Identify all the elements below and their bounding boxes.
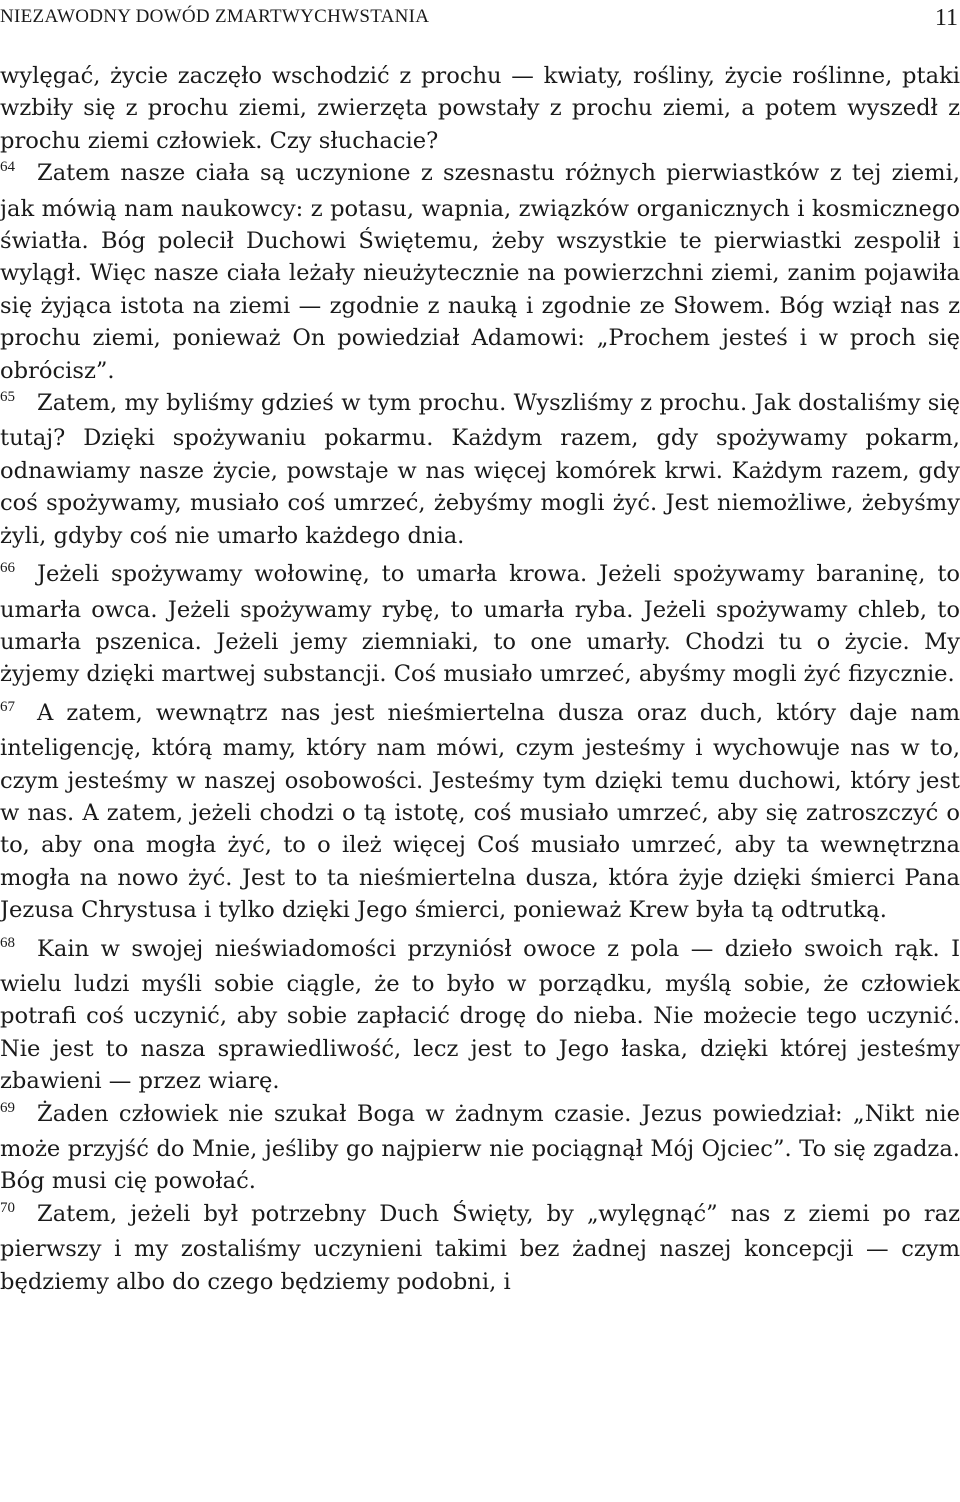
paragraph-65 [0, 387, 960, 552]
paragraph-text: Kain w swojej nieświadomości przyniósł owoce z pola — dzieło swoich rąk. I wielu ludzi myśli sobie ciągle, że to było w porządku, myślą sobie, że człowiek potrafi coś uczynić, aby sobie zapłacić drogę do nieba. Nie możecie tego uczynić. Nie jest to nasza sprawiedliwość, lecz jest to Jego łaska, dzięki której jesteśmy zbawieni — przez wiarę. [0, 935, 960, 1095]
verse-number: 65 [0, 389, 15, 406]
paragraph-text: Zatem, jeżeli był potrzebny Duch Święty, by „wylęgnąć” nas z ziemi po raz pierwszy i my zostaliśmy uczynieni takimi bez żadnej naszej koncepcji — czym będziemy albo do czego będziemy podobni, i [0, 1200, 960, 1295]
verse-number: 67 [0, 698, 15, 715]
page-number: 11 [934, 5, 958, 31]
verse-number: 64 [0, 159, 15, 176]
paragraph-67 [0, 697, 960, 927]
paragraph-68 [0, 933, 960, 1098]
verse-number: 69 [0, 1099, 15, 1116]
paragraph-text: wylęgać, życie zaczęło wschodzić z prochu — kwiaty, rośliny, życie roślinne, ptaki wzbiły się z prochu ziemi, zwierzęta powstały z prochu ziemi, a potem wyszedł z prochu ziemi człowiek. Czy słuchacie? [0, 63, 960, 154]
paragraph-text: Zatem, my byliśmy gdzieś w tym prochu. Wyszliśmy z prochu. Jak dostaliśmy się tutaj? Dzięki spożywaniu pokarmu. Każdym razem, gdy spożywamy pokarm, odnawiamy nasze życie, powstaje w nas więcej komórek krwi. Każdym razem, gdy coś spożywamy, musiało coś umrzeć, żebyśmy mogli żyć. Jest niemożliwe, żebyśmy żyli, gdyby coś nie umarło każdego dnia. [0, 390, 960, 549]
page-header [0, 0, 960, 40]
paragraph-70 [0, 1198, 960, 1298]
paragraph-69 [0, 1098, 960, 1198]
body-text [0, 60, 960, 1298]
verse-number: 70 [0, 1199, 15, 1216]
paragraph-text: Żaden człowiek nie szukał Boga w żadnym czasie. Jezus powiedział: „Nikt nie może przyjść do Mnie, jeśliby go najpierw nie pociągnął Mój Ojciec”. To się zgadza. Bóg musi cię powołać. [0, 1100, 960, 1195]
paragraph-66 [0, 558, 960, 691]
paragraph-text: Jeżeli spożywamy wołowinę, to umarła krowa. Jeżeli spożywamy baraninę, to umarła owca. Jeżeli spożywamy rybę, to umarła ryba. Jeżeli spożywamy chleb, to umarła pszenica. Jeżeli jemy ziemniaki, to one umarły. Chodzi tu o życie. My żyjemy dzięki martwej substancji. Coś musiało umrzeć, abyśmy mogli żyć fizycznie. [0, 561, 960, 688]
paragraph-64 [0, 157, 960, 387]
paragraph-text: Zatem nasze ciała są uczynione z szesnastu różnych pierwiastków z tej ziemi, jak mówią nam naukowcy: z potasu, wapnia, związków organicznych i kosmicznego światła. Bóg polecił Duchowi Świętemu, żeby wszystkie te pierwiastki zespolił i wylągł. Więc nasze ciała leżały nieużytecznie na powierzchni ziemi, zanim pojawiła się żyjąca istota na ziemi — zgodnie z nauką i zgodnie ze Słowem. Bóg wziął nas z prochu ziemi, ponieważ On powiedział Adamowi: „Prochem jesteś i w proch się obrócisz”. [0, 160, 960, 384]
verse-number: 68 [0, 934, 15, 951]
paragraph-63-continuation [0, 60, 960, 157]
running-title: NIEZAWODNY DOWÓD ZMARTWYCHWSTANIA [0, 6, 430, 27]
verse-number: 66 [0, 560, 15, 577]
paragraph-text: A zatem, wewnątrz nas jest nieśmiertelna dusza oraz duch, który daje nam inteligencję, którą mamy, który nam mówi, czym jesteśmy i wychowuje nas w to, czym jesteśmy w naszej osobowości. Jesteśmy tym dzięki temu duchowi, który jest w nas. A zatem, jeżeli chodzi o tą istotę, coś musiało umrzeć, aby się zatroszczyć o to, aby ona mogła żyć, to o ileż więcej Coś musiało umrzeć, aby ta wewnętrzna mogła na nowo żyć. Jest to ta nieśmiertelna dusza, która żyje dzięki śmierci Pana Jezusa Chrystusa i tylko dzięki Jego śmierci, ponieważ Krew była tą odtrutką. [0, 699, 960, 924]
